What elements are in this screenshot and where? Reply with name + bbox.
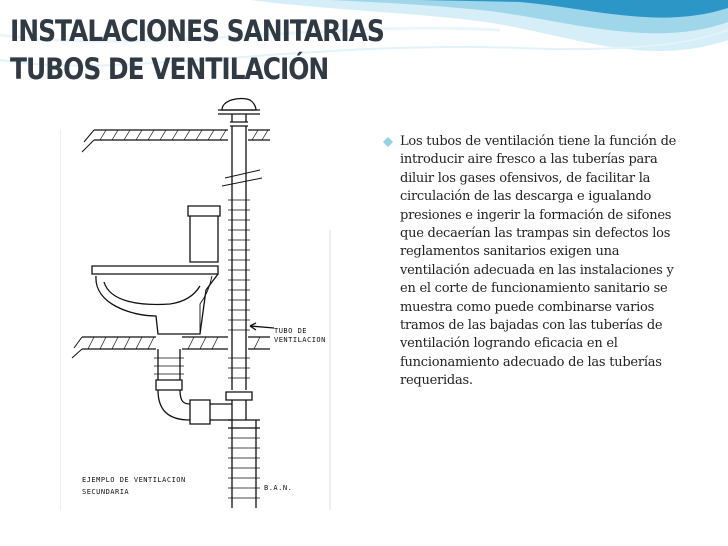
title-line-2: TUBOS DE VENTILACIÓN [10, 52, 329, 86]
bullet-diamond-icon [383, 137, 393, 147]
slide-title [10, 12, 384, 88]
drawing-signature: B.A.N. [264, 484, 293, 492]
title-line-1: INSTALACIONES SANITARIAS [10, 14, 384, 48]
caption-line-1: EJEMPLO DE VENTILACION [82, 476, 186, 484]
bullet-list [383, 133, 683, 391]
tubo-label-1: TUBO DE [274, 327, 308, 335]
bullet-paragraph: Los tubos de ventilación tiene la función de introducir aire fresco a las tuberías para diluir los gases ofensivos, de facilitar la circulación de las descarga e igualando presiones e ingerir la formación de sifones que decaerían las trampas sin defectos los reglamentos sanitarios exigen una ventilación adecuada en las instalaciones y en el corte de funcionamiento sanitario se muestra como puede combinarse varios tramos de las bajadas con las tuberías de ventilación logrando eficacia en el funcionamiento adecuado de las tuberías requeridas. [400, 134, 677, 389]
ventilation-diagram [60, 90, 332, 510]
tubo-label-2: VENTILACION [274, 336, 326, 344]
caption-line-2: SECUNDARIA [82, 488, 130, 496]
